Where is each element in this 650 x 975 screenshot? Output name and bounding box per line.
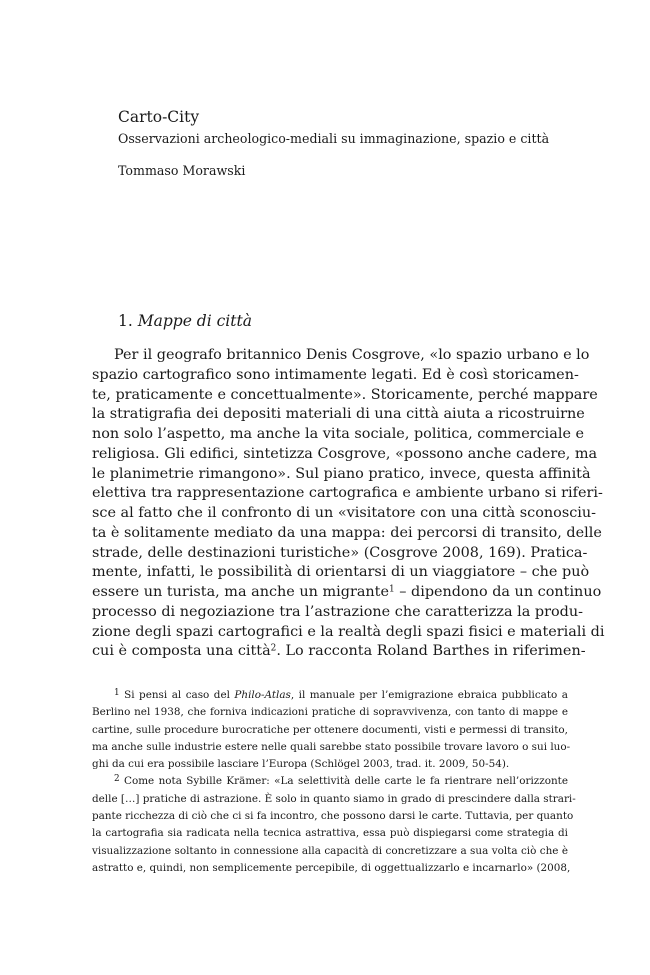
body-line (92, 642, 586, 662)
footnote-1 (92, 687, 568, 704)
section-heading (118, 312, 252, 331)
footnote-2 (92, 773, 568, 790)
body-line: spazio cartografico sono intimamente legati. Ed è così storicamen- (92, 366, 579, 383)
body-line-text: . Lo racconta Roland Barthes in riferimen- (276, 643, 586, 660)
footnote-line: cartine, sulle procedure burocratiche per ottenere documenti, visti e permessi di transito, (92, 723, 568, 736)
body-line: zione degli spazi cartografici e la realtà degli spazi fisici e materiali di (92, 623, 605, 640)
body-line-text: cui è composta una città (92, 643, 271, 660)
chapter-author: Tommaso Morawski (118, 163, 246, 178)
body-line-text: essere un turista, ma anche un migrante (92, 584, 389, 600)
footnote-text: Come nota Sybille Krämer: «La selettività delle carte le fa rientrare nell’orizzonte (124, 775, 568, 788)
footnote-text: , il manuale per l’emigrazione ebraica pubblicato a (290, 689, 568, 701)
body-line: la stratigrafia dei depositi materiali di una città aiuta a ricostruirne (92, 406, 585, 423)
footnote-mark: 2 (114, 774, 120, 785)
body-line: mente, infatti, le possibilità di orientarsi di un viaggiatore – che può (92, 564, 590, 581)
body-line: te, praticamente e concettualmente». Storicamente, perché mappare (92, 386, 598, 403)
body-line: non solo l’aspetto, ma anche la vita sociale, politica, commerciale e (92, 426, 585, 442)
body-line: sce al fatto che il confronto di un «visitatore con una città sconosciu- (92, 505, 597, 521)
chapter-subtitle: Osservazioni archeologico-mediali su immaginazione, spazio e città (118, 131, 550, 146)
body-line: le planimetrie rimangono». Sul piano pratico, invece, questa affinità (92, 465, 591, 482)
body-line: processo di negoziazione tra l’astrazione che caratterizza la produ- (92, 603, 584, 620)
footnote-mark: 1 (114, 687, 120, 698)
body-line: Per il geografo britannico Denis Cosgrove, «lo spazio urbano e lo (114, 347, 590, 363)
body-line: elettiva tra rappresentazione cartografica e ambiente urbano si riferi- (92, 485, 603, 502)
body-line-text: – dipendono da un continuo (394, 584, 602, 600)
body-line: strade, delle destinazioni turistiche» (Cosgrove 2008, 169). Pratica- (92, 544, 588, 561)
footnote-line: visualizzazione soltanto in connessione alla capacità di concretizzare a sua volta ciò che è (92, 844, 568, 857)
footnote-text: Si pensi al caso del (124, 689, 235, 701)
footnote-ref-1[interactable]: 1 (388, 584, 395, 595)
section-title: Mappe di città (137, 312, 252, 330)
footnote-line: ghi da cui era possibile lasciare l’Europa (Schlögel 2003, trad. it. 2009, 50-54). (92, 758, 510, 771)
body-paragraph (92, 346, 605, 662)
section-number: 1. (118, 312, 133, 330)
footnote-ref-2[interactable]: 2 (270, 643, 277, 654)
footnote-line: ma anche sulle industrie estere nelle quali sarebbe stato possibile trovare lavoro o sui luo- (92, 740, 571, 753)
body-line: religiosa. Gli edifici, sintetizza Cosgrove, «possono anche cadere, ma (92, 445, 598, 462)
footnote-line: Berlino nel 1938, che forniva indicazioni pratiche di sopravvivenza, con tanto di mappe e (92, 706, 568, 719)
chapter-title: Carto-City (118, 108, 200, 126)
footnote-line: astratto e, quindi, non semplicemente percepibile, di oggettualizzarlo e incarnarlo» (2008, (92, 861, 571, 874)
footnote-line: delle […] pratiche di astrazione. È solo in quanto siamo in grado di prescindere dalla strari- (92, 792, 576, 805)
footnotes (92, 687, 576, 877)
footnote-italic-title: Philo-Atlas (234, 689, 291, 701)
body-line: ta è solitamente mediato da una mappa: dei percorsi di transito, delle (92, 524, 602, 541)
body-line (92, 583, 602, 603)
footnote-line: pante ricchezza di ciò che ci si fa incontro, che possono darsi le carte. Tuttavia, per quanto (92, 810, 574, 823)
footnote-line: la cartografia sia radicata nella tecnica astrattiva, essa può dispiegarsi come strategia di (92, 827, 568, 840)
